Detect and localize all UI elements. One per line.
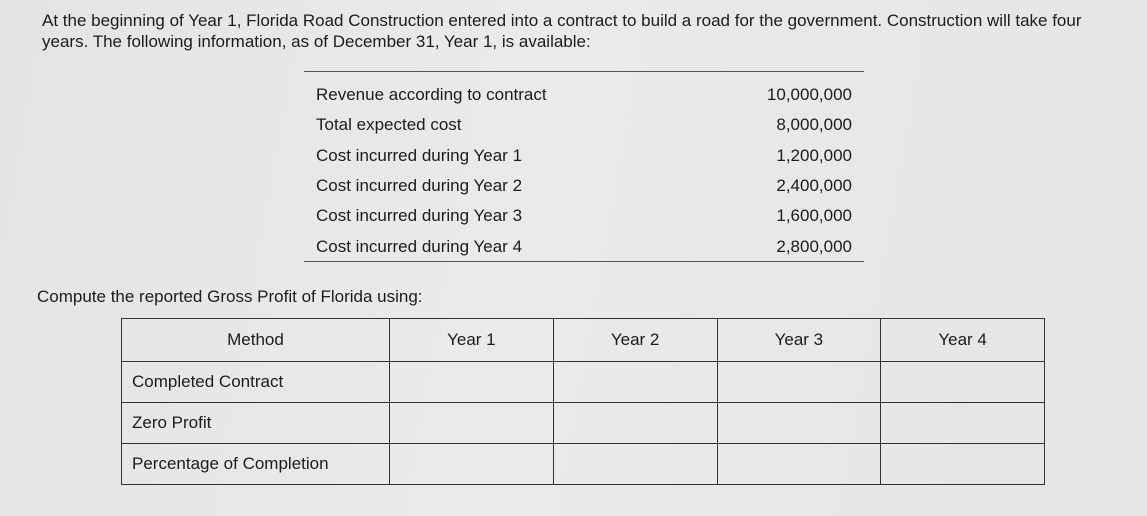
answer-cell[interactable]: [553, 403, 717, 444]
contract-info-table: [304, 71, 864, 262]
info-label: Cost incurred during Year 2: [316, 176, 523, 196]
answer-cell[interactable]: [390, 362, 554, 403]
question-prompt: Compute the reported Gross Profit of Florida using:: [37, 287, 423, 306]
header-year-1: Year 1: [390, 319, 554, 362]
info-row-cost-year-1: [304, 141, 864, 171]
info-row-cost-year-3: [304, 201, 864, 231]
info-value: 10,000,000: [766, 85, 852, 105]
header-method: Method: [122, 319, 390, 362]
info-label: Cost incurred during Year 1: [316, 145, 523, 165]
answer-cell[interactable]: [881, 403, 1045, 444]
answer-cell[interactable]: [881, 444, 1045, 485]
answer-cell[interactable]: [717, 403, 881, 444]
answer-cell[interactable]: [717, 362, 881, 403]
header-year-3: Year 3: [717, 319, 881, 362]
info-row-total-expected-cost: [304, 110, 864, 140]
info-row-cost-year-2: [304, 171, 864, 201]
answer-cell[interactable]: [390, 444, 554, 485]
info-value: 8,000,000: [776, 115, 852, 135]
info-row-cost-year-4: [304, 231, 864, 261]
header-year-4: Year 4: [881, 319, 1045, 362]
answer-cell[interactable]: [390, 403, 554, 444]
method-label: Zero Profit: [122, 403, 390, 444]
info-value: 2,400,000: [776, 176, 852, 196]
table-header-row: [122, 319, 1045, 362]
table-row-completed-contract: [122, 362, 1045, 403]
method-label: Completed Contract: [122, 362, 390, 403]
info-row-revenue: [304, 80, 864, 110]
method-label: Percentage of Completion: [122, 444, 390, 485]
problem-intro: At the beginning of Year 1, Florida Road Construction entered into a contract to build a road for the government. Construction will take four years. The following information, as of December 31, Year 1, is available:: [42, 11, 1082, 51]
answer-cell[interactable]: [717, 444, 881, 485]
info-label: Total expected cost: [316, 115, 462, 135]
info-value: 1,600,000: [776, 206, 852, 226]
answer-cell[interactable]: [553, 362, 717, 403]
gross-profit-answer-table: [121, 318, 1045, 485]
info-value: 2,800,000: [776, 236, 852, 256]
table-row-zero-profit: [122, 403, 1045, 444]
answer-cell[interactable]: [553, 444, 717, 485]
table-row-percentage-of-completion: [122, 444, 1045, 485]
info-label: Cost incurred during Year 3: [316, 206, 523, 226]
info-value: 1,200,000: [776, 145, 852, 165]
info-label: Cost incurred during Year 4: [316, 236, 523, 256]
info-label: Revenue according to contract: [316, 85, 547, 105]
header-year-2: Year 2: [553, 319, 717, 362]
answer-cell[interactable]: [881, 362, 1045, 403]
